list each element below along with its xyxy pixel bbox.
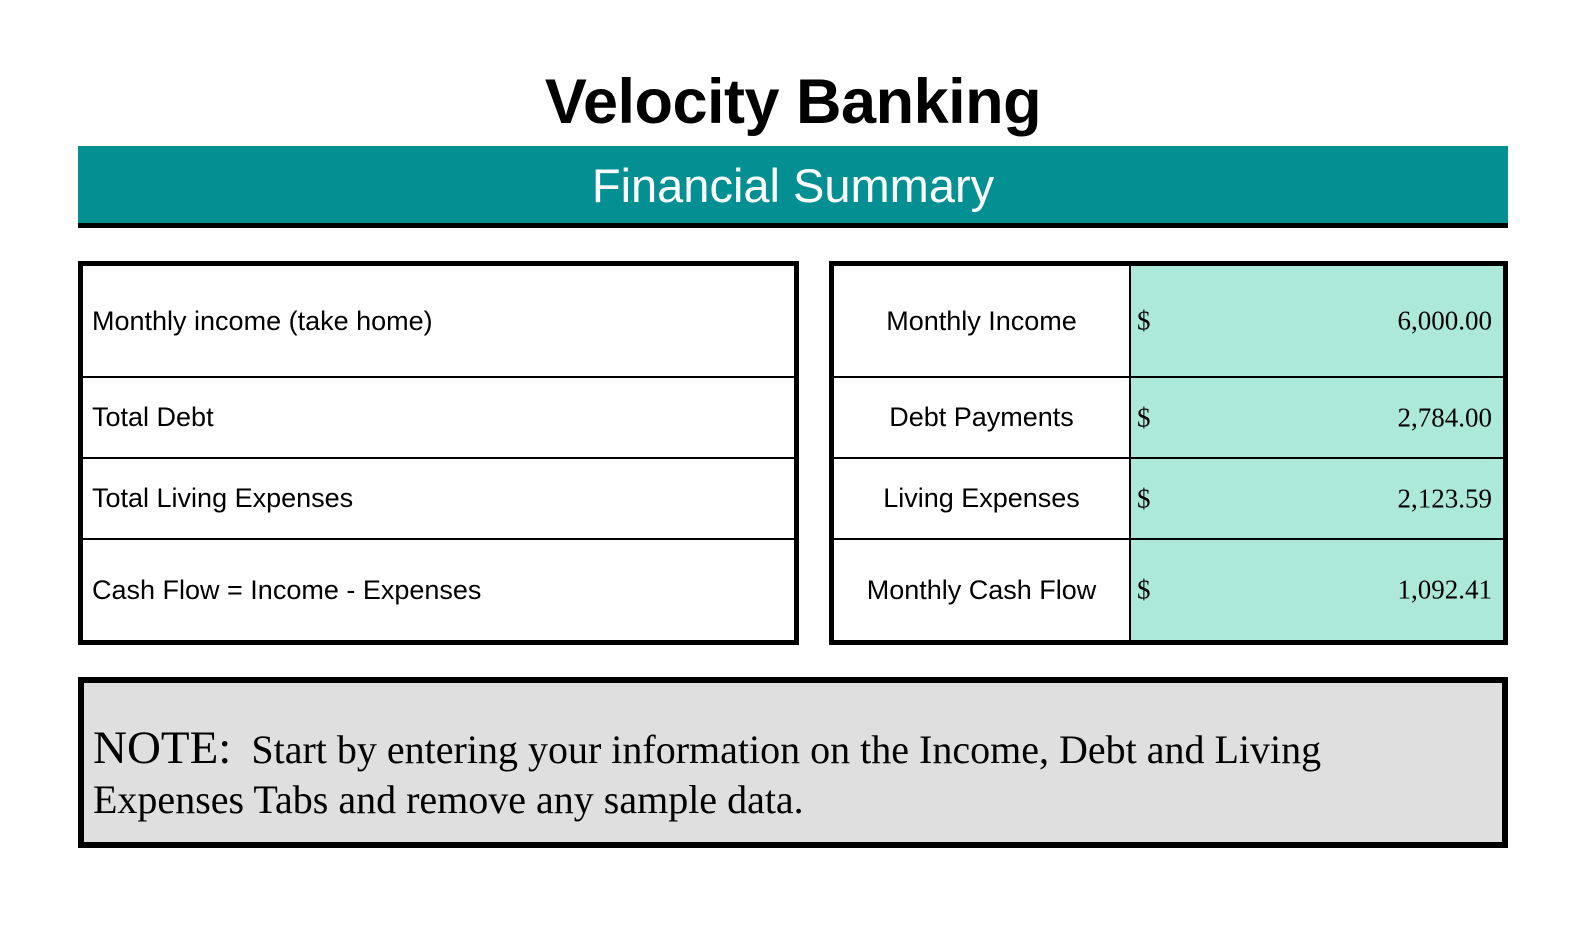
table-row xyxy=(83,539,794,640)
table-row xyxy=(834,458,1503,539)
summary-value-cell[interactable] xyxy=(1130,539,1503,640)
table-row xyxy=(83,266,794,377)
summary-value-cell[interactable] xyxy=(1130,377,1503,458)
summary-label: Debt Payments xyxy=(834,377,1130,458)
note-text: Start by entering your information on the Income, Debt and Living Expenses Tabs and remove any sample data. xyxy=(93,727,1322,822)
currency-symbol: $ xyxy=(1137,574,1151,605)
section-banner: Financial Summary xyxy=(78,146,1508,228)
description-cell: Total Debt xyxy=(83,377,794,458)
summary-amount: 2,123.59 xyxy=(1397,483,1492,513)
note-box xyxy=(78,677,1508,848)
summary-label: Monthly Income xyxy=(834,266,1130,377)
description-cell: Monthly income (take home) xyxy=(83,266,794,377)
summary-value-cell[interactable] xyxy=(1130,266,1503,377)
summary-amount: 1,092.41 xyxy=(1397,574,1492,605)
currency-symbol: $ xyxy=(1137,402,1151,432)
summary-label: Monthly Cash Flow xyxy=(834,539,1130,640)
table-row xyxy=(834,266,1503,377)
currency-symbol: $ xyxy=(1137,483,1151,513)
description-table xyxy=(78,261,799,645)
note-label: NOTE: xyxy=(93,722,232,774)
table-row xyxy=(83,458,794,539)
summary-amount: 2,784.00 xyxy=(1397,402,1492,432)
table-row xyxy=(834,539,1503,640)
summary-value-cell[interactable] xyxy=(1130,458,1503,539)
currency-symbol: $ xyxy=(1137,305,1151,336)
summary-amount: 6,000.00 xyxy=(1397,305,1492,336)
table-row xyxy=(834,377,1503,458)
description-cell: Total Living Expenses xyxy=(83,458,794,539)
page-title: Velocity Banking xyxy=(544,67,1042,137)
table-row xyxy=(83,377,794,458)
summary-label: Living Expenses xyxy=(834,458,1130,539)
description-cell: Cash Flow = Income - Expenses xyxy=(92,574,482,605)
summary-table xyxy=(829,261,1508,645)
